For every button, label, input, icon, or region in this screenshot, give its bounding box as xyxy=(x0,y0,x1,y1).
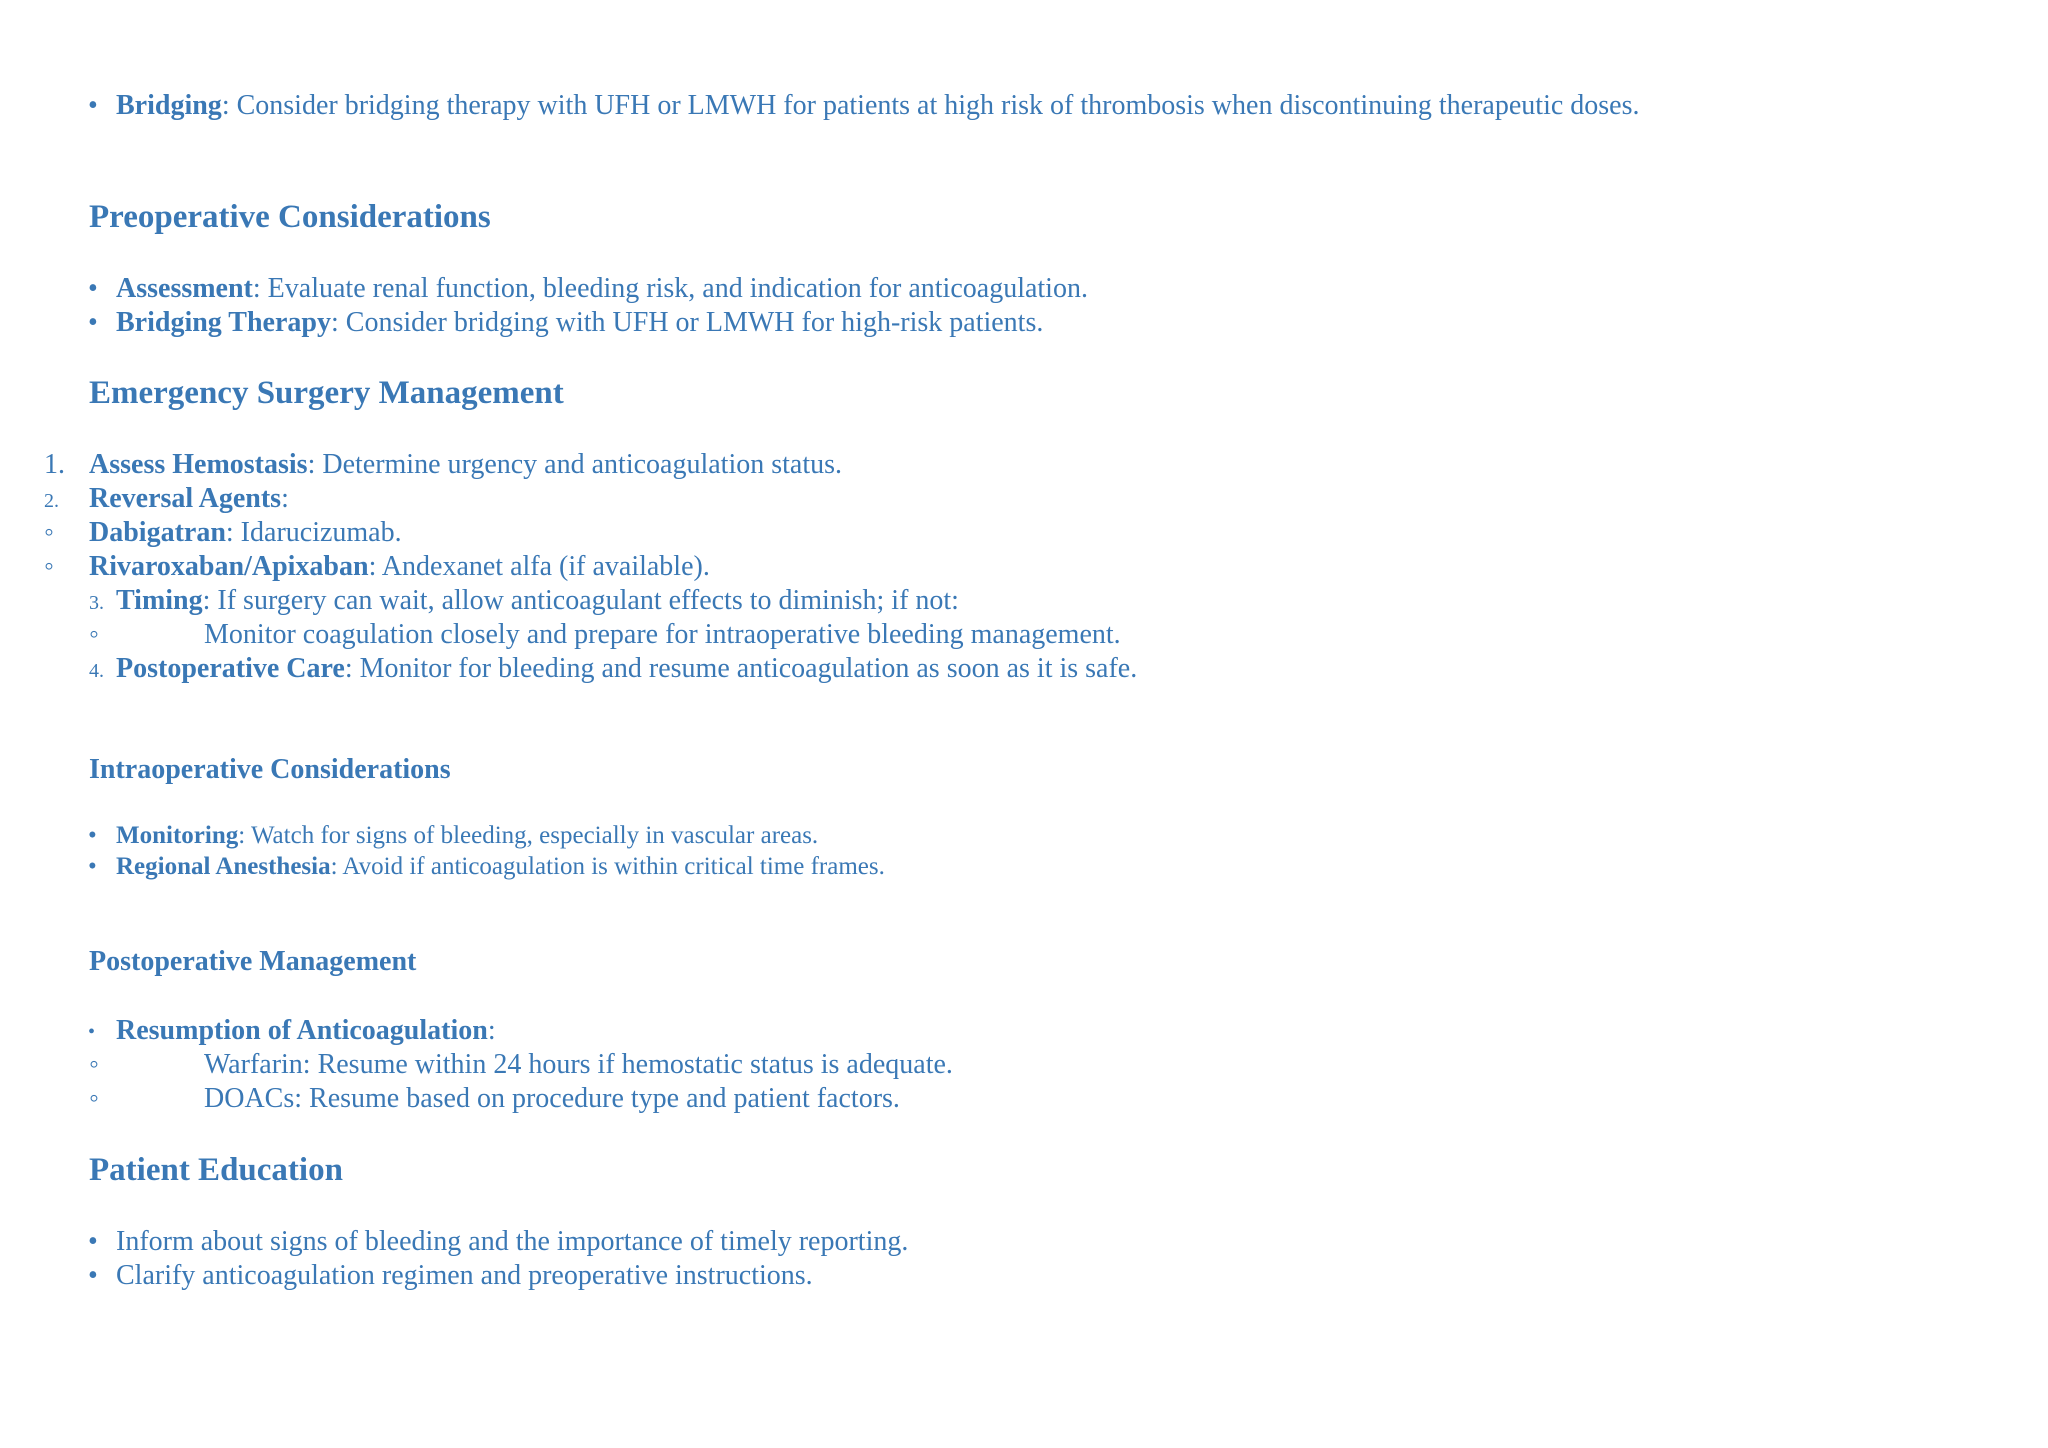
item-text: : Consider bridging therapy with UFH or LMWH for patients at high risk of thrombosis when discontinuing therapeutic doses. xyxy=(221,90,1640,121)
list-number: 2. xyxy=(44,490,59,512)
section-heading-emergency: Emergency Surgery Management xyxy=(89,375,564,411)
item-term: Postoperative Care xyxy=(116,653,345,684)
circle-bullet: ◦ xyxy=(89,619,99,650)
item-text: : Monitor for bleeding and resume anticoagulation as soon as it is safe. xyxy=(344,653,1138,684)
bullet: • xyxy=(88,1260,98,1291)
item-term: Assess Hemostasis xyxy=(89,449,308,480)
item-text: : xyxy=(487,1015,496,1046)
item-text: Warfarin: Resume within 24 hours if hemostatic status is adequate. xyxy=(204,1049,953,1080)
item-text: : xyxy=(281,483,289,514)
item-text: : Watch for signs of bleeding, especially in vascular areas. xyxy=(238,822,819,849)
item-text: : Avoid if anticoagulation is within critical time frames. xyxy=(330,853,885,880)
circle-bullet: ◦ xyxy=(44,517,54,548)
bullet: • xyxy=(88,273,98,304)
item-term: Bridging xyxy=(116,90,222,121)
bullet: • xyxy=(88,307,98,338)
section-heading-intraoperative: Intraoperative Considerations xyxy=(89,754,451,785)
list-number: 4. xyxy=(89,660,104,682)
item-term: Bridging Therapy xyxy=(116,307,331,338)
item-text: : Idarucizumab. xyxy=(225,517,402,548)
item-text: Inform about signs of bleeding and the importance of timely reporting. xyxy=(116,1226,909,1257)
item-term: Regional Anesthesia xyxy=(116,853,331,880)
item-text: : Determine urgency and anticoagulation status. xyxy=(307,449,842,480)
section-heading-postoperative: Postoperative Management xyxy=(89,946,417,977)
item-text: DOACs: Resume based on procedure type and patient factors. xyxy=(204,1083,900,1114)
item-text: Monitor coagulation closely and prepare for intraoperative bleeding management. xyxy=(204,619,1121,650)
bullet: • xyxy=(88,1226,98,1257)
circle-bullet: ◦ xyxy=(89,1083,99,1114)
bullet: • xyxy=(88,1021,96,1043)
item-text: : Consider bridging with UFH or LMWH for high-risk patients. xyxy=(330,307,1044,338)
bullet: • xyxy=(88,853,97,880)
circle-bullet: ◦ xyxy=(44,551,54,582)
item-text: : Andexanet alfa (if available). xyxy=(368,551,710,582)
item-term: Monitoring xyxy=(116,822,239,849)
item-term: Resumption of Anticoagulation xyxy=(116,1015,488,1046)
item-term: Rivaroxaban/Apixaban xyxy=(89,551,369,582)
item-text: : Evaluate renal function, bleeding risk, and indication for anticoagulation. xyxy=(252,273,1088,304)
item-text: Clarify anticoagulation regimen and preoperative instructions. xyxy=(116,1260,813,1291)
bullet: • xyxy=(88,822,97,849)
item-term: Timing xyxy=(116,585,203,616)
list-number: 1. xyxy=(44,449,65,480)
bullet: • xyxy=(88,90,98,121)
list-number: 3. xyxy=(89,592,104,614)
section-heading-patient-education: Patient Education xyxy=(89,1152,343,1188)
item-term: Assessment xyxy=(116,273,253,304)
circle-bullet: ◦ xyxy=(89,1049,99,1080)
item-term: Reversal Agents xyxy=(89,483,282,514)
section-heading-preoperative: Preoperative Considerations xyxy=(89,199,491,235)
item-term: Dabigatran xyxy=(89,517,226,548)
item-text: : If surgery can wait, allow anticoagulant effects to diminish; if not: xyxy=(202,585,959,616)
